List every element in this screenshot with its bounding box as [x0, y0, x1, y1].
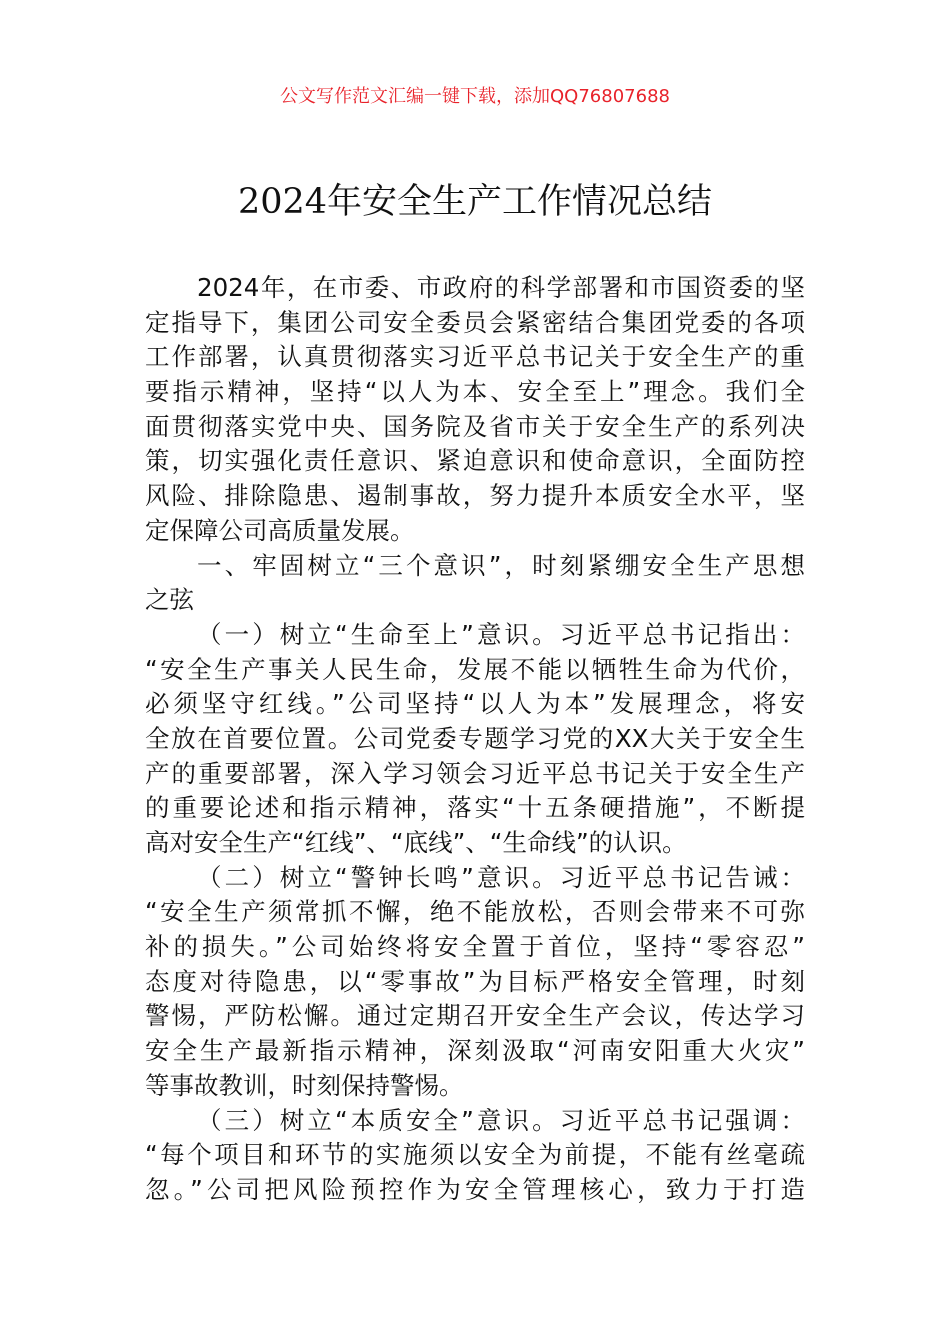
paragraph: [145, 618, 805, 861]
promo-banner: 公文写作范文汇编一键下载，添加QQ76807688: [280, 86, 670, 107]
text-line: “每个项目和环节的实施须以安全为前提，不能有丝毫疏: [145, 1140, 805, 1170]
text-line: “安全生产事关人民生命，发展不能以牺牲生命为代价，: [145, 654, 805, 684]
text-line: 等事故教训，时刻保持警惕。: [145, 1070, 464, 1100]
text-line: 一、牢固树立“三个意识”，时刻紧绷安全生产思想: [197, 550, 805, 580]
text-line: （三）树立“本质安全”意识。习近平总书记强调：: [197, 1105, 805, 1135]
paragraph: [145, 1104, 805, 1208]
paragraph: [145, 271, 805, 549]
text-line: 必须坚守红线。”公司坚持“以人为本”发展理念，将安: [145, 689, 805, 719]
text-line: 的重要论述和指示精神，落实“十五条硬措施”，不断提: [145, 793, 805, 823]
text-line: 忽。”公司把风险预控作为安全管理核心，致力于打造: [145, 1174, 805, 1204]
document-body: [145, 271, 805, 1208]
text-line: 策，切实强化责任意识、紧迫意识和使命意识，全面防控: [145, 446, 805, 476]
text-line: （二）树立“警钟长鸣”意识。习近平总书记告诫：: [197, 862, 805, 892]
text-line: 高对安全生产“红线”、“底线”、“生命线”的认识。: [145, 828, 687, 857]
text-line: 态度对待隐患，以“零事故”为目标严格安全管理，时刻: [145, 966, 805, 996]
paragraph: [145, 861, 805, 1104]
text-line: 定指导下，集团公司安全委员会紧密结合集团党委的各项: [145, 307, 805, 337]
text-line: “安全生产须常抓不懈，绝不能放松，否则会带来不可弥: [145, 897, 805, 927]
text-line: 安全生产最新指示精神，深刻汲取“河南安阳重大火灾”: [145, 1036, 805, 1066]
section-heading: [145, 549, 805, 618]
text-line: 2024年，在市委、市政府的科学部署和市国资委的坚: [197, 273, 805, 302]
text-line: （一）树立“生命至上”意识。习近平总书记指出：: [197, 619, 805, 649]
text-line: 之弦: [145, 585, 194, 615]
text-line: 风险、排除隐患、遏制事故，努力提升本质安全水平，坚: [145, 481, 805, 511]
text-line: 工作部署，认真贯彻落实习近平总书记关于安全生产的重: [145, 342, 805, 372]
text-line: 面贯彻落实党中央、国务院及省市关于安全生产的系列决: [145, 411, 805, 441]
text-line: 要指示精神，坚持“以人为本、安全至上”理念。我们全: [145, 377, 805, 407]
text-line: 补的损失。”公司始终将安全置于首位，坚持“零容忍”: [145, 932, 805, 962]
document-title: 2024年安全生产工作情况总结: [237, 182, 713, 222]
text-line: 全放在首要位置。公司党委专题学习党的XX大关于安全生: [145, 723, 805, 753]
text-line: 定保障公司高质量发展。: [145, 515, 415, 545]
text-line: 产的重要部署，深入学习领会习近平总书记关于安全生产: [145, 758, 805, 788]
text-line: 警惕，严防松懈。通过定期召开安全生产会议，传达学习: [145, 1001, 805, 1031]
